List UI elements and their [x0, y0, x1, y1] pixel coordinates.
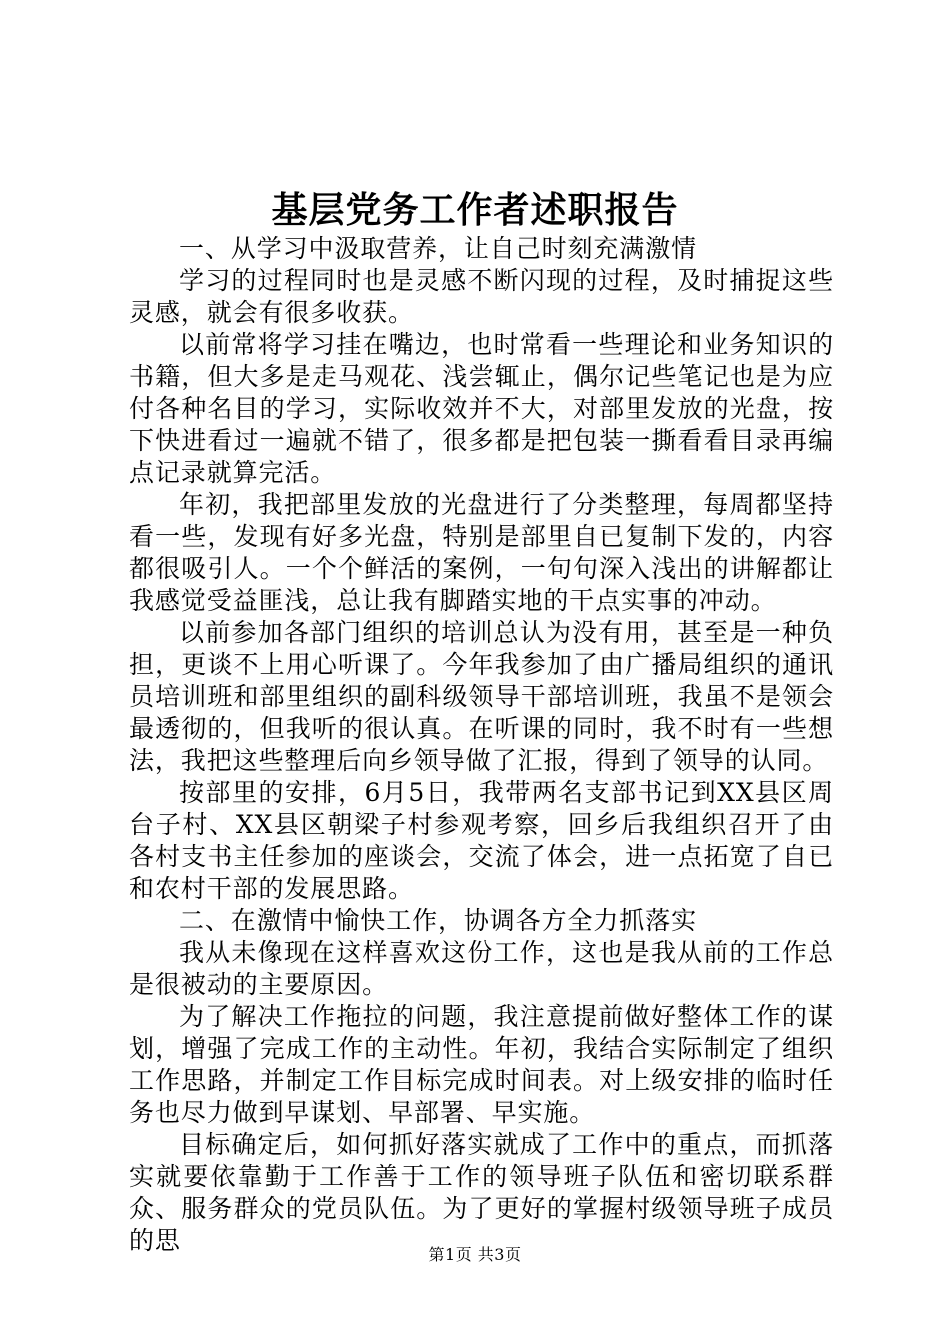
- body-paragraph: 按部里的安排，6月5日，我带两名支部书记到XX县区周台子村、XX县区朝梁子村参观考察，回乡后我组织召开了由各村支书主任参加的座谈会，交流了体会，进一点拓宽了自已和农村干部的发展思路。: [129, 778, 834, 903]
- body-paragraph: 目标确定后，如何抓好落实就成了工作中的重点，而抓落实就要依靠勤于工作善于工作的领导班子队伍和密切联系群众、服务群众的党员队伍。为了更好的掌握村级领导班子成员的思: [129, 1130, 834, 1255]
- body-paragraph: 年初，我把部里发放的光盘进行了分类整理，每周都坚持看一些，发现有好多光盘，特别是部里自已复制下发的，内容都很吸引人。一个个鲜活的案例，一句句深入浅出的讲解都让我感觉受益匪浅，总让我有脚踏实地的干点实事的冲动。: [129, 490, 834, 615]
- document-title: 基层党务工作者述职报告: [271, 189, 679, 231]
- body-paragraph: 以前参加各部门组织的培训总认为没有用，甚至是一种负担，更谈不上用心听课了。今年我参加了由广播局组织的通讯员培训班和部里组织的副科级领导干部培训班，我虽不是领会最透彻的，但我听的很认真。在听课的同时，我不时有一些想法，我把这些整理后向乡领导做了汇报，得到了领导的认同。: [129, 618, 834, 775]
- document-body: [129, 233, 834, 1257]
- body-paragraph: 为了解决工作拖拉的问题，我注意提前做好整体工作的谋划，增强了完成工作的主动性。年初，我结合实际制定了组织工作思路，并制定工作目标完成时间表。对上级安排的临时任务也尽力做到早谋划、早部署、早实施。: [129, 1002, 834, 1127]
- section-heading: 一、从学习中汲取营养，让自己时刻充满激情: [179, 234, 698, 263]
- body-paragraph: 学习的过程同时也是灵感不断闪现的过程，及时捕捉这些灵感，就会有很多收获。: [129, 266, 834, 327]
- body-paragraph: 我从未像现在这样喜欢这份工作，这也是我从前的工作总是很被动的主要原因。: [129, 938, 834, 999]
- section-heading: 二、在激情中愉快工作，协调各方全力抓落实: [179, 906, 698, 935]
- page-footer: 第1页 共3页: [428, 1245, 522, 1264]
- body-paragraph: 以前常将学习挂在嘴边，也时常看一些理论和业务知识的书籍，但大多是走马观花、浅尝辄止，偶尔记些笔记也是为应付各种名目的学习，实际收效并不大，对部里发放的光盘，按下快进看过一遍就不错了，很多都是把包装一撕看看目录再编点记录就算完活。: [129, 330, 834, 487]
